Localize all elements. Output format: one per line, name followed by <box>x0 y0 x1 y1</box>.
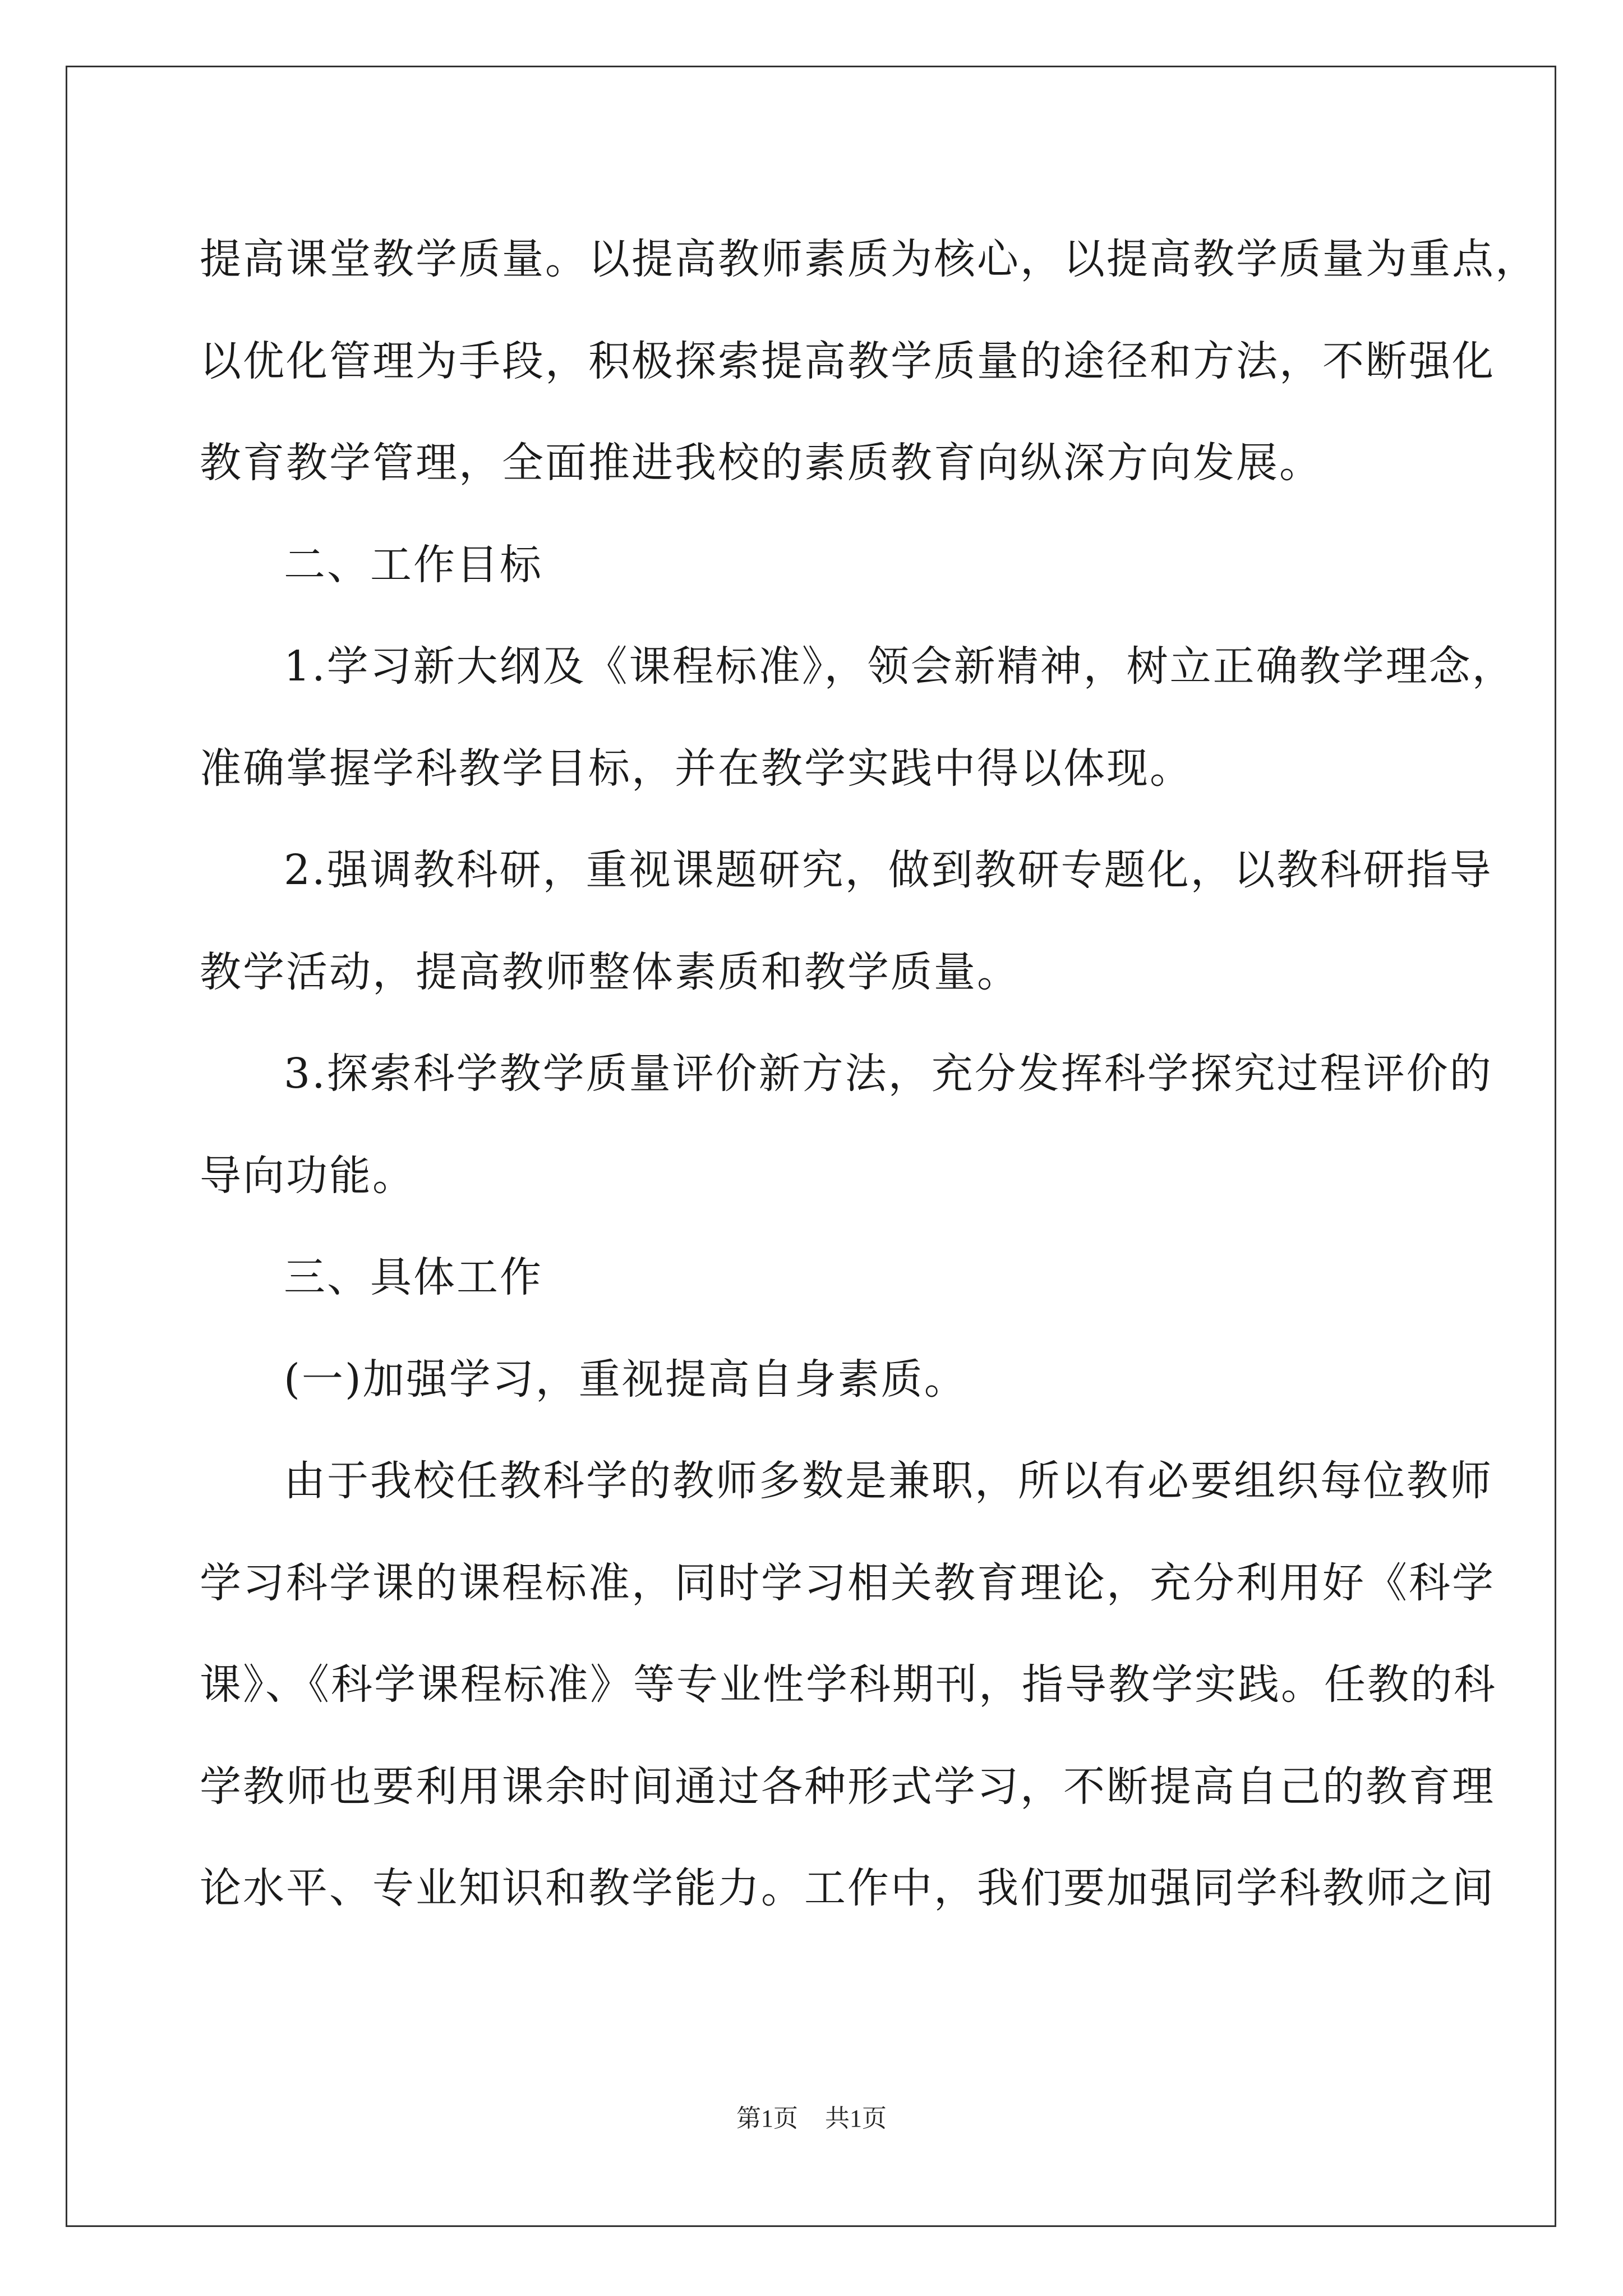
text-line: 准确掌握学科教学目标，并在教学实践中得以体现。 <box>200 744 1193 793</box>
text-line: (一)加强学习，重视提高自身素质。 <box>284 1355 967 1404</box>
text-line: 3.探索科学教学质量评价新方法，充分发挥科学探究过程评价的 <box>284 1050 1493 1098</box>
text-line: 三、具体工作 <box>284 1253 543 1301</box>
text-line: 导向功能。 <box>200 1151 416 1200</box>
text-line: 二、工作目标 <box>284 540 543 589</box>
text-line: 教育教学管理，全面推进我校的素质教育向纵深方向发展。 <box>200 439 1322 487</box>
text-line: 提高课堂教学质量。以提高教师素质为核心，以提高教学质量为重点， <box>200 235 1538 283</box>
text-line: 课》、《科学课程标准》等专业性学科期刊，指导教学实践。任教的科 <box>200 1660 1497 1709</box>
text-line: 学习科学课的课程标准，同时学习相关教育理论，充分利用好《科学 <box>200 1558 1495 1607</box>
text-line: 由于我校任教科学的教师多数是兼职，所以有必要组织每位教师 <box>284 1457 1493 1505</box>
page-number: 第1页 <box>736 2105 798 2132</box>
page-footer <box>0 2098 1623 2134</box>
text-line: 论水平、专业知识和教学能力。工作中，我们要加强同学科教师之间 <box>200 1864 1495 1912</box>
text-line: 教学活动，提高教师整体素质和教学质量。 <box>200 947 1020 996</box>
text-line: 1.学习新大纲及《课程标准》，领会新精神，树立正确教学理念， <box>284 642 1515 691</box>
text-line: 以优化管理为手段，积极探索提高教学质量的途径和方法，不断强化 <box>200 337 1495 385</box>
text-line: 学教师也要利用课余时间通过各种形式学习，不断提高自己的教育理 <box>200 1762 1495 1811</box>
page-total: 共1页 <box>825 2105 887 2132</box>
text-line: 2.强调教科研，重视课题研究，做到教研专题化，以教科研指导 <box>284 846 1493 894</box>
document-body <box>200 209 1538 1940</box>
